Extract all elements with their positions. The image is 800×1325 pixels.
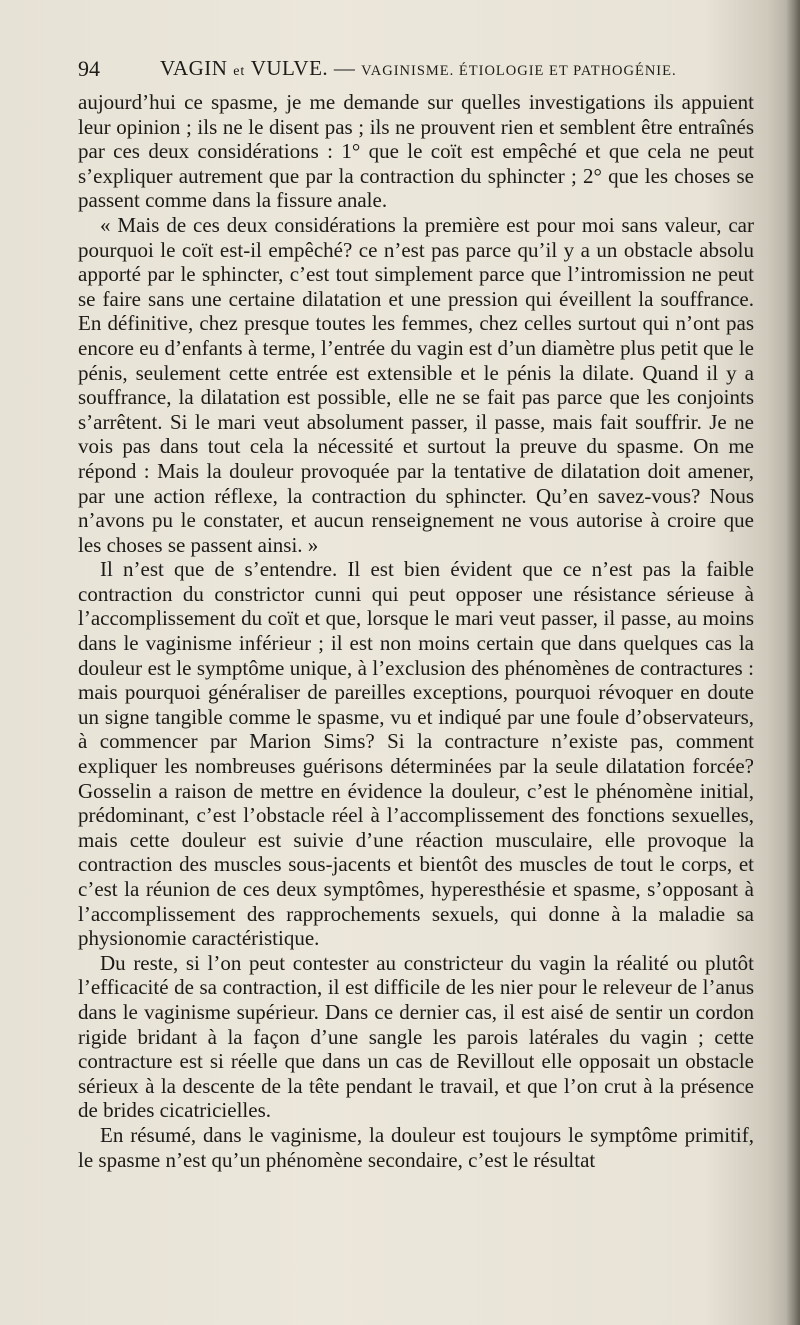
paragraph-3: Il n’est que de s’entendre. Il est bien évident que ce n’est pas la faible contraction du constrictor cunni qui peut opposer une résistance sérieuse à l’accomplissement du coït et que, lorsque le mari veut passer, il passe, au moins dans le vaginisme inférieur ; il est non moins certain que dans quelques cas la douleur est le symptôme unique, à l’exclusion des phénomènes de contractures : mais pourquoi généraliser de pareilles exceptions, pourquoi révoquer en doute un signe tangible comme le spasme, vu et indiqué par une foule d’observateurs, à commencer par Marion Sims? Si la contracture n’existe pas, comment expliquer les nombreuses guérisons déterminées par la seule dilatation forcée? Gosselin a raison de mettre en évidence la douleur, c’est le phénomène initial, prédominant, c’est l’obstacle réel à l’accomplissement des fonctions sexuelles, mais cette douleur est suivie d’une réaction musculaire, elle provoque la contraction des muscles sous-jacents et bientôt des muscles de tout le corps, et c’est la réunion de ces deux symptômes, hyperesthésie et spasme, s’opposant à l’accomplissement des rapprochements sexuels, qui donne à la maladie sa physionomie caractéristique. <box>78 557 754 951</box>
paragraph-4: Du reste, si l’on peut contester au constricteur du vagin la réalité ou plutôt l’efficacité de sa contraction, il est difficile de les nier pour le releveur de l’anus dans le vaginisme supérieur. Dans ce dernier cas, il est aisé de sentir un cordon rigide bridant à la façon d’une sangle les parois latérales du vagin ; cette contracture est si réelle que dans un cas de Revillout elle opposait un obstacle sérieux à la descente de la tête pendant le travail, et que l’on crut à la présence de brides cicatricielles. <box>78 950 754 1123</box>
paragraph-5: En résumé, dans le vaginisme, la douleur est toujours le symptôme primitif, le spasme n’est qu’un phénomène secondaire, c’est le résultat <box>78 1122 754 1172</box>
paragraph-1: aujourd’hui ce spasme, je me demande sur quelles investigations ils appuient leur opinion ; ils ne le disent pas ; ils ne prouvent rien et semblent être entraînés par ces deux considérations : 1° que le coït est empêché et que cela ne peut s’expliquer autrement que par la contraction du sphincter ; 2° que les choses se passent comme dans la fissure anale. <box>78 90 754 213</box>
page-number: 94 <box>78 56 100 81</box>
running-head-vulve: VULVE. <box>250 56 329 80</box>
running-head-subtitle: VAGINISME. ÉTIOLOGIE ET PATHOGÉNIE. <box>361 63 677 79</box>
paragraph-2: « Mais de ces deux considérations la première est pour moi sans valeur, car pourquoi le coït est-il empêché? ce n’est pas parce qu’il y a un obstacle absolu apporté par le sphincter, c’est tout simplement parce que l’intromission ne peut se faire sans une certaine dilatation et une pression qui éveillent la souffrance. En définitive, chez presque toutes les femmes, chez celles surtout qui n’ont pas encore eu d’enfants à terme, l’entrée du vagin est d’un diamètre plus petit que le pénis, seulement cette entrée est extensible et le pénis la dilate. Quand il y a souffrance, la dilatation est possible, elle ne se fait pas parce que les conjoints s’arrêtent. Si le mari veut absolument passer, il passe, mais fait souffrir. Je ne vois pas dans tout cela la nécessité et surtout la preuve du spasme. On me répond : Mais la douleur provoquée par la tentative de dilatation doit amener, par une action réflexe, la contraction du sphincter. Qu’en savez-vous? Nous n’avons pu le constater, et aucun renseignement ne vous autorise à croire que les choses se passent ainsi. » <box>78 212 754 557</box>
body-text <box>78 90 754 1172</box>
page-header <box>78 56 754 86</box>
page-edge-shadow <box>786 0 800 1325</box>
running-head-dash: — <box>333 56 356 80</box>
running-head <box>160 56 677 81</box>
running-head-et: et <box>233 64 246 79</box>
running-head-vagin: VAGIN <box>160 56 228 80</box>
